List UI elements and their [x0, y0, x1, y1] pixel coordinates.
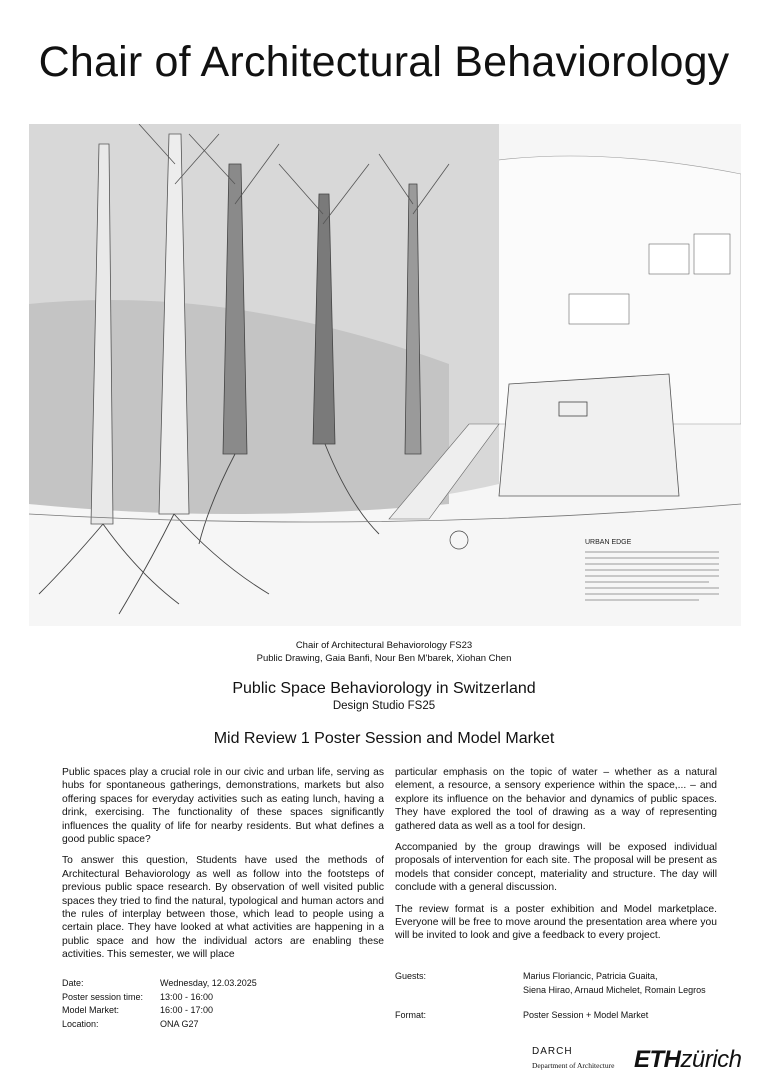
date-value: Wednesday, 12.03.2025 — [160, 978, 257, 988]
body-paragraph-5: The review format is a poster exhibition and Model marketplace. Everyone will be free to move around the presentation area where you will be invited to look and give a feedback to every project. — [395, 903, 717, 942]
format-value: Poster Session + Model Market — [523, 1010, 649, 1020]
poster-title: Chair of Architectural Behaviorology — [38, 38, 730, 86]
logos — [532, 1046, 742, 1076]
guests-value — [523, 970, 706, 997]
poster-session-row — [62, 991, 257, 1005]
poster-session-label: Poster session time: — [62, 991, 144, 1002]
model-market-row — [62, 1004, 257, 1018]
caption-line-1: Chair of Architectural Behaviorology FS23 — [295, 640, 473, 651]
date-row — [62, 977, 257, 991]
guests-line-2: Siena Hirao, Arnaud Michelet, Romain Legros — [523, 984, 706, 995]
poster-session-value: 13:00 - 16:00 — [160, 991, 214, 1002]
drawing-label: URBAN EDGE — [585, 539, 632, 546]
eth-logo-bold: ETH — [634, 1046, 681, 1073]
studio-heading: Design Studio FS25 — [332, 700, 436, 712]
model-market-label: Model Market: — [62, 1005, 120, 1015]
model-market-value: 16:00 - 17:00 — [160, 1005, 214, 1015]
format-row — [395, 1009, 735, 1023]
guests-label: Guests: — [395, 971, 427, 981]
location-value: ONA G27 — [160, 1018, 199, 1029]
drawing-caption — [0, 640, 768, 665]
darch-subtitle: Department of Architecture — [532, 1061, 615, 1070]
guest-details — [395, 970, 735, 1023]
eth-zurich-logo — [634, 1046, 742, 1074]
body-column-left — [62, 766, 384, 970]
public-drawing-illustration — [29, 124, 741, 626]
event-details — [62, 977, 257, 1031]
darch-logo: DARCH — [532, 1046, 573, 1057]
format-label: Format: — [395, 1010, 427, 1020]
caption-line-2: Public Drawing, Gaia Banfi, Nour Ben M'barek, Xiohan Chen — [256, 652, 512, 664]
location-label: Location: — [62, 1018, 99, 1029]
guests-line-1: Marius Floriancic, Patricia Guaita, — [523, 971, 658, 981]
event-heading: Mid Review 1 Poster Session and Model Market — [213, 730, 555, 747]
guests-row — [395, 970, 735, 997]
date-label: Date: — [62, 978, 84, 988]
body-paragraph-1: Public spaces play a crucial role in our civic and urban life, serving as hubs for spontaneous gatherings, demonstrations, markets but also offering spaces for everyday activities such as eating lunch, having a drink, exercising. The functionality of these spaces significantly influences the quality of life for nearby residents. But what defines a good public space? — [62, 767, 384, 846]
body-paragraph-2: To answer this question, Students have used the methods of Architectural Behaviorology as well as follow into the footsteps of previous public space research. By observation of well visited public spaces they tried to find the natural, typological and human actors and the rules of interplay between those, which lead to people using a certain place. They have looked at what activities are happening in a public space and how the individual actors are enabling these activities. This semester, we will place — [62, 855, 384, 961]
body-paragraph-3: particular emphasis on the topic of water – whether as a natural element, a resource, a sensory experience within the space,... – and explore its influence on the behavior and dynamics of public spaces. They have explored the tool of drawing as a way of representing gathered data as well as a tool for design. — [395, 767, 717, 832]
main-heading: Public Space Behaviorology in Switzerland — [232, 680, 536, 697]
body-paragraph-4: Accompanied by the group drawings will be exposed individual proposals of intervention for each site. The proposal will be present as models that consider concept, materiality and structure. The day will conclude with a general discussion. — [395, 842, 717, 894]
eth-logo-light: zürich — [680, 1046, 742, 1073]
location-row — [62, 1018, 257, 1032]
body-column-right — [395, 766, 717, 951]
